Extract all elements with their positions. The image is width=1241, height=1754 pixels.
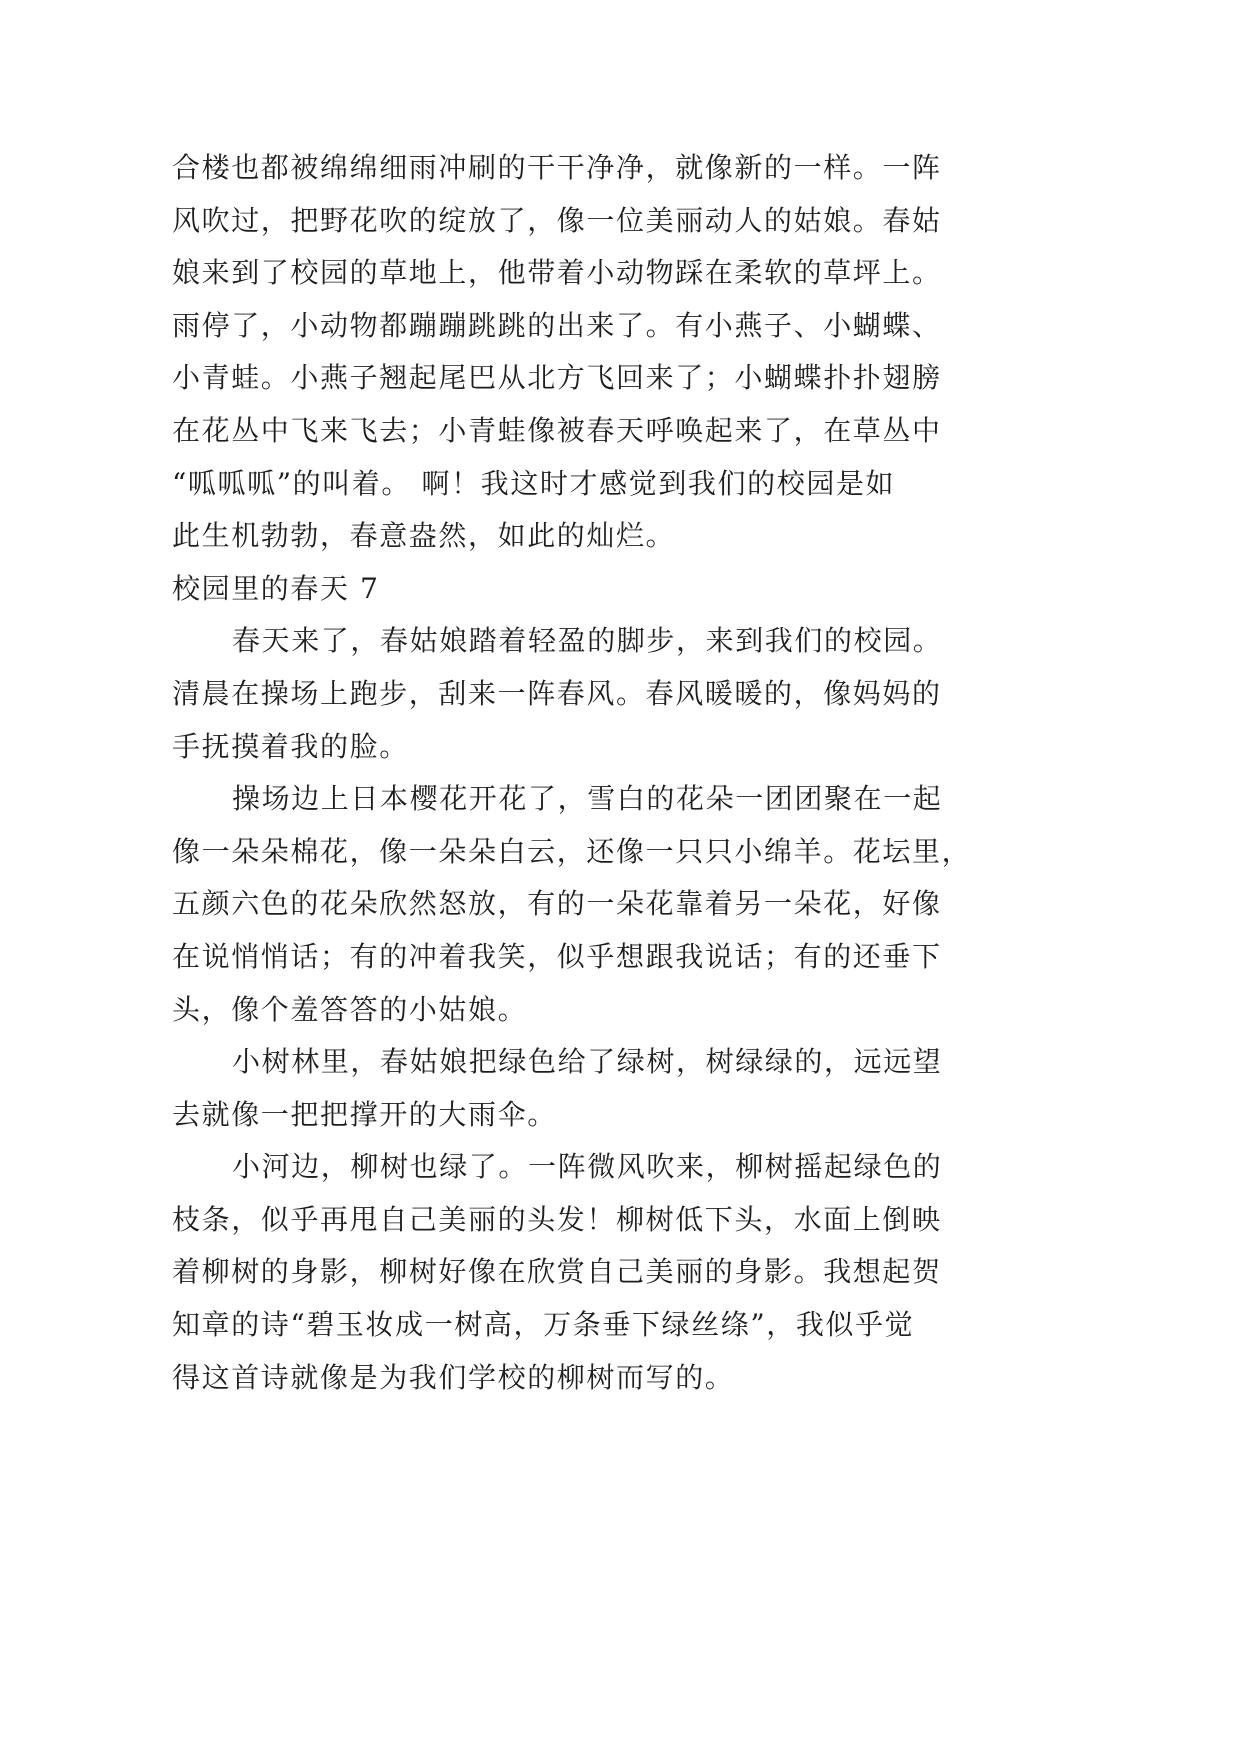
text-line: 在说悄悄话；有的冲着我笑，似乎想跟我说话；有的还垂下 — [172, 939, 942, 973]
text-line: 像一朵朵棉花，像一朵朵白云，还像一只只小绵羊。花坛里， — [172, 834, 972, 868]
section-title: 校园里的春天 7 — [172, 571, 380, 605]
text-line: 合楼也都被绵绵细雨冲刷的干干净净，就像新的一样。一阵 — [172, 151, 942, 184]
text-line: 去就像一把把撑开的大雨伞。 — [172, 1097, 557, 1131]
text-line: 在花丛中飞来飞去；小青蛙像被春天呼唤起来了，在草丛中 — [172, 413, 942, 447]
paragraph — [172, 615, 1172, 773]
text-line: 枝条，似乎再甩自己美丽的头发！柳树低下头，水面上倒映 — [172, 1202, 942, 1236]
text-line: 春天来了，春姑娘踏着轻盈的脚步，来到我们的校园。 — [232, 624, 943, 658]
text-line: 手抚摸着我的脸。 — [172, 729, 409, 763]
document-body — [172, 142, 1172, 1404]
paragraph — [172, 1036, 1172, 1141]
text-line: 得这首诗就像是为我们学校的柳树而写的。 — [172, 1360, 735, 1394]
text-line: 头，像个羞答答的小姑娘。 — [172, 992, 528, 1026]
text-line: 娘来到了校园的草地上，他带着小动物踩在柔软的草坪上。 — [172, 256, 942, 290]
text-line: 五颜六色的花朵欣然怒放，有的一朵花靠着另一朵花，好像 — [172, 887, 942, 921]
text-line: 操场边上日本樱花开花了，雪白的花朵一团团聚在一起 — [232, 782, 943, 816]
text-line: 雨停了，小动物都蹦蹦跳跳的出来了。有小燕子、小蝴蝶、 — [172, 308, 942, 342]
paragraph — [172, 773, 1172, 1036]
text-line: 小河边，柳树也绿了。一阵微风吹来，柳树摇起绿色的 — [232, 1150, 943, 1184]
text-line: 着柳树的身影，柳树好像在欣赏自己美丽的身影。我想起贺 — [172, 1255, 942, 1289]
paragraph-continued — [172, 142, 1172, 563]
paragraph — [172, 1141, 1172, 1404]
text-line: 小青蛙。小燕子翘起尾巴从北方飞回来了；小蝴蝶扑扑翅膀 — [172, 361, 942, 395]
text-line: 风吹过，把野花吹的绽放了，像一位美丽动人的姑娘。春姑 — [172, 203, 942, 237]
text-line: 小树林里，春姑娘把绿色给了绿树，树绿绿的，远远望 — [232, 1045, 943, 1079]
text-line: 清晨在操场上跑步，刮来一阵春风。春风暖暖的，像妈妈的 — [172, 676, 942, 710]
text-line: 此生机勃勃，春意盎然，如此的灿烂。 — [172, 519, 676, 553]
section-title-block — [172, 563, 1172, 616]
text-line: 知章的诗“碧玉妆成一树高，万条垂下绿丝绦”，我似乎觉 — [172, 1308, 915, 1342]
text-line: “呱呱呱”的叫着。 啊！我这时才感觉到我们的校园是如 — [172, 466, 896, 500]
